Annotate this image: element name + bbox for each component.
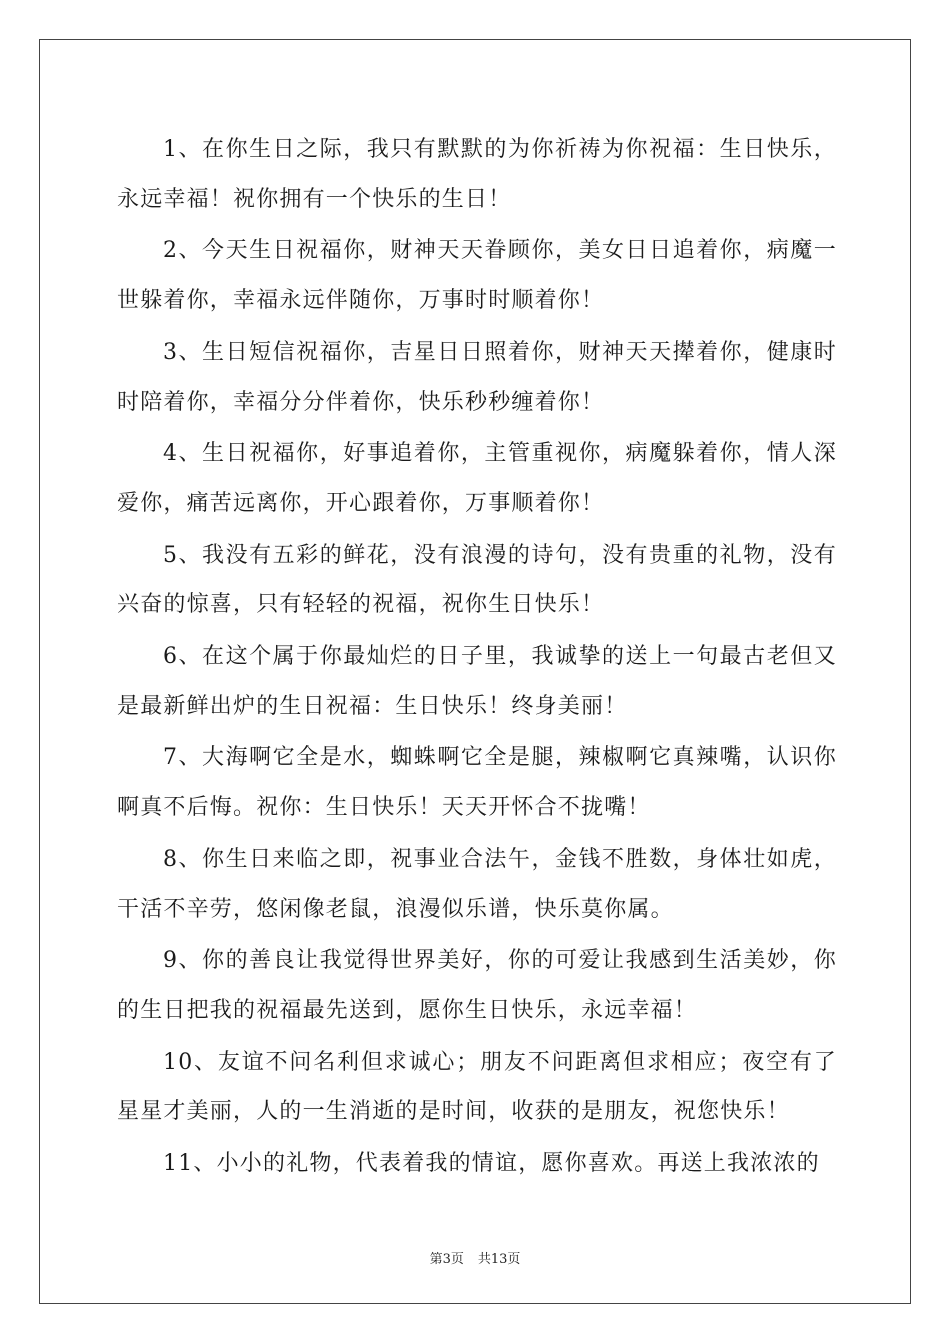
page-number: 第3页 [429,1252,464,1267]
paragraph-7: 7、大海啊它全是水，蜘蛛啊它全是腿，辣椒啊它真辣嘴，认识你啊真不后悔。祝你：生日快乐！天天开怀合不拢嘴！ [117,745,837,821]
paragraph-3: 3、生日短信祝福你，吉星日日照着你，财神天天撵着你，健康时时陪着你，幸福分分伴着你，快乐秒秒缠着你！ [117,339,837,415]
paragraph-2: 2、今天生日祝福你，财神天天眷顾你，美女日日追着你，病魔一世躲着你，幸福永远伴随你，万事时时顺着你！ [117,238,837,314]
paragraph-5: 5、我没有五彩的鲜花，没有浪漫的诗句，没有贵重的礼物，没有兴奋的惊喜，只有轻轻的祝福，祝你生日快乐！ [117,542,837,618]
document-body [117,125,837,1191]
paragraph-10: 10、友谊不问名利但求诚心；朋友不问距离但求相应；夜空有了星星才美丽，人的一生消逝的是时间，收获的是朋友，祝您快乐！ [117,1049,837,1125]
paragraph-8: 8、你生日来临之即，祝事业合法午，金钱不胜数，身体壮如虎，干活不辛劳，悠闲像老鼠，浪漫似乐谱，快乐莫你属。 [117,846,837,922]
paragraph-1: 1、在你生日之际，我只有默默的为你祈祷为你祝福：生日快乐，永远幸福！祝你拥有一个快乐的生日！ [117,137,837,212]
paragraph-4: 4、生日祝福你，好事追着你，主管重视你，病魔躲着你，情人深爱你，痛苦远离你，开心跟着你，万事顺着你！ [117,441,837,516]
paragraph-11: 11、小小的礼物，代表着我的情谊，愿你喜欢。再送上我浓浓的 [163,1151,820,1177]
page-total: 共13页 [477,1252,521,1267]
paragraph-6: 6、在这个属于你最灿烂的日子里，我诚挚的送上一句最古老但又是最新鲜出炉的生日祝福：生日快乐！终身美丽！ [117,644,837,719]
paragraph-9: 9、你的善良让我觉得世界美好，你的可爱让我感到生活美妙，你的生日把我的祝福最先送到，愿你生日快乐，永远幸福！ [117,948,837,1023]
page-footer [0,1248,950,1267]
